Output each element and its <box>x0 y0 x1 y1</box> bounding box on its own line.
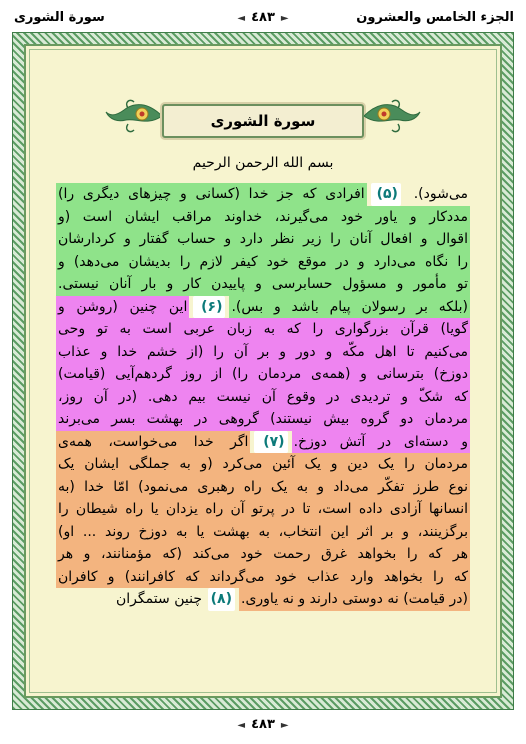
text-line <box>56 521 470 544</box>
text-line <box>56 183 470 206</box>
text-line <box>56 341 470 364</box>
page-number-label: ٤٨٣ <box>251 717 275 732</box>
text-segment: اگر خدا می‌خواست، همه‌ی <box>56 431 250 454</box>
page-number-bottom <box>0 717 526 732</box>
text-segment: افرادی که جز خدا (کسانی و چیزهای دیگری را) <box>56 183 367 206</box>
text-segment: نوع طرز تفکّر می‌داد و به یک راه رهبری می‌نمود) امّا خدا (به <box>56 476 470 499</box>
text-segment: مردمان دو گروه بیش نیستند) گروهی در بهشت بسر می‌برند <box>56 408 470 431</box>
page-header <box>0 0 526 32</box>
text-line <box>56 251 470 274</box>
verse-number: (۶) <box>193 296 225 319</box>
text-line <box>56 543 470 566</box>
text-line <box>56 408 470 431</box>
verse-number: (۵) <box>371 183 401 206</box>
text-segment: که شکّ و تردیدی در وقوع آن نیست بیم دهی. (در آن روز، <box>56 386 470 409</box>
text-line <box>56 363 470 386</box>
text-line <box>56 431 470 454</box>
juz-title: الجزء الخامس والعشرون <box>356 10 514 25</box>
text-line <box>56 476 470 499</box>
surah-title: سورة الشورى <box>210 112 316 130</box>
text-segment: انسانها آزادی داده است، تا در پرتو آن راه یزدان یا راه شیطان را <box>56 498 470 521</box>
basmala: بسم الله الرحمن الرحيم <box>192 155 334 171</box>
text-line <box>56 588 470 611</box>
text-segment: دوزخ) بترسانی و (همه‌ی مردمان را) از روز گردهم‌آیی (قیامت) <box>56 363 470 386</box>
translation-text <box>56 183 470 611</box>
prev-page-icon[interactable]: ◄ <box>237 720 246 731</box>
text-line <box>56 206 470 229</box>
text-line <box>56 453 470 476</box>
surah-title-box <box>162 104 364 138</box>
text-segment: می‌کنیم تا اهل مکّه و دور و بر آن را (از خشم خدا و عذاب <box>56 341 470 364</box>
text-segment: (در قیامت) نه دوستی دارند و نه یاوری. <box>239 588 470 611</box>
text-segment: (بلکه بر رسولان پیام باشد و بس). <box>229 296 470 319</box>
text-segment: مددکار و یاور خود می‌گیرند، خداوند مراقب ایشان است (و <box>56 206 470 229</box>
text-line <box>56 273 470 296</box>
text-segment: مردمان را یک دین و یک آئین می‌کرد (و به جملگی ایشان یک <box>56 453 470 476</box>
text-segment: اقوال و افعال آنان را زیر نظر دارد و حساب گفتار و کردارشان <box>56 228 470 251</box>
text-segment: برگزینند، و بر اثر این انتخاب، به بهشت یا به دوزخ روند ... او) <box>56 521 470 544</box>
text-segment: گویا) قرآن بزرگواری را که به زبان عربی است به تو وحی <box>56 318 470 341</box>
title-ornament-right-icon <box>364 96 422 136</box>
text-segment: تو مأمور و مسؤول حسابرسی و پاییدن کار و بار آنان نیستی. <box>56 273 470 296</box>
text-line <box>56 566 470 589</box>
text-line <box>56 386 470 409</box>
text-segment: و دسته‌ای در آتش دوزخ. <box>292 431 470 454</box>
text-segment: هر که را بخواهد غرق رحمت خود می‌کند (که مؤمنانند، و هر <box>56 543 470 566</box>
text-line <box>56 228 470 251</box>
text-segment: را نگاه می‌دارد و در موقع خود کیفر لازم را بدیشان می‌دهد) و <box>56 251 470 274</box>
next-page-icon[interactable]: ► <box>280 720 289 731</box>
next-page-icon[interactable]: ► <box>280 13 289 24</box>
text-segment: این چنین (روشن و <box>56 296 189 319</box>
text-line <box>56 498 470 521</box>
prev-page-icon[interactable]: ◄ <box>237 13 246 24</box>
verse-number: (۷) <box>254 431 287 454</box>
text-segment: که را بخواهد وارد عذاب خود می‌گرداند که کافرانند) و کافران <box>56 566 470 589</box>
text-line <box>56 296 470 319</box>
title-ornament-left-icon <box>104 96 162 136</box>
text-segment: چنین ستمگران <box>116 591 202 607</box>
text-segment: می‌شود). <box>413 186 468 202</box>
text-line <box>56 318 470 341</box>
surah-header-title: سورة الشورى <box>14 10 105 25</box>
verse-number: (۸) <box>208 588 235 611</box>
page-number-label: ٤٨٣ <box>251 10 275 25</box>
